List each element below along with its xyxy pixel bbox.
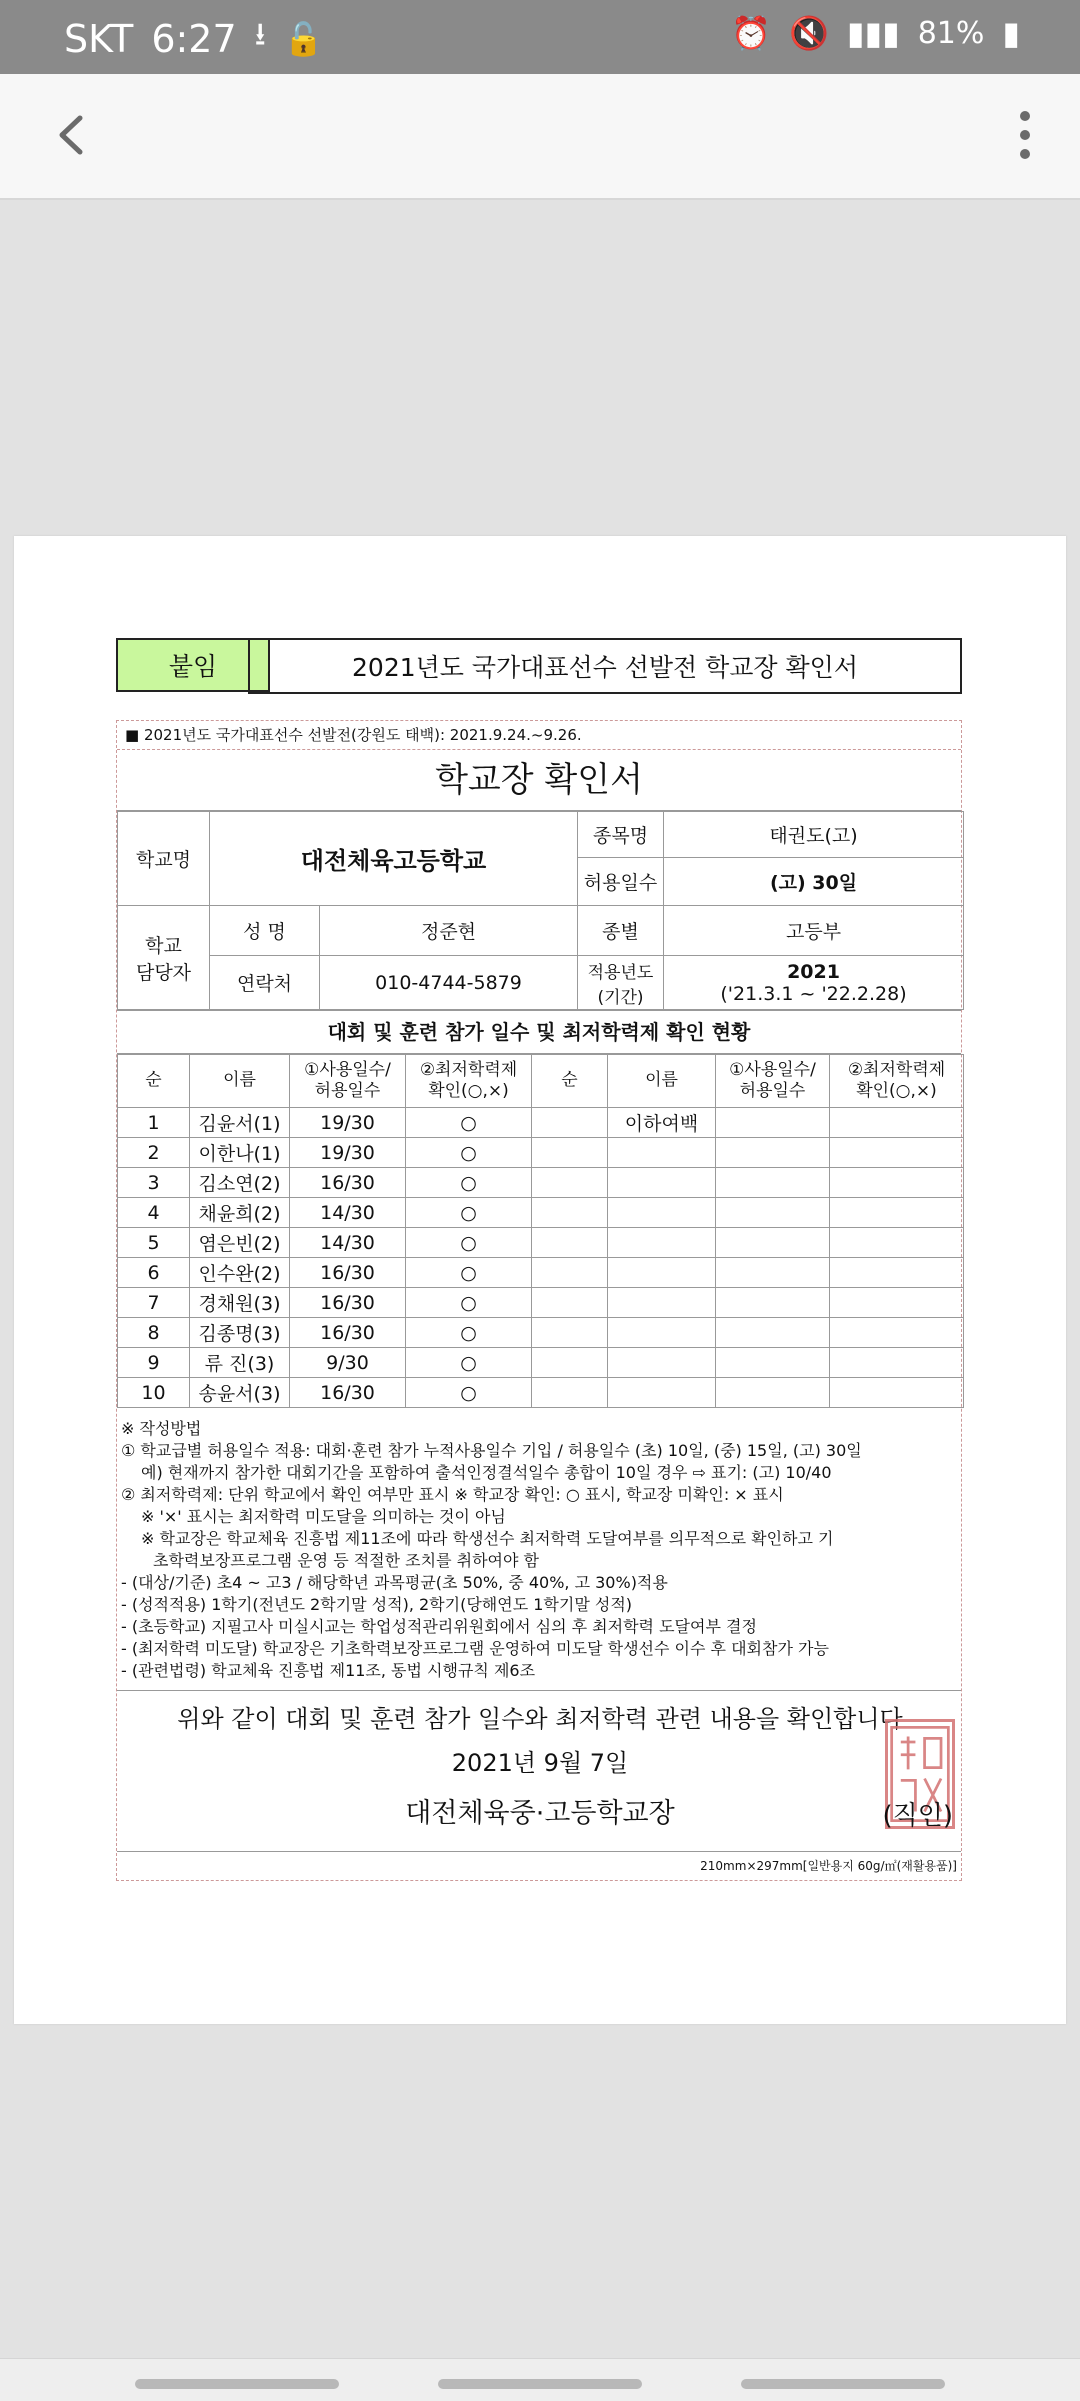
cell-name: 이한나(1) [190,1138,290,1168]
cell-name: 김종명(3) [190,1318,290,1348]
cell-name: 채윤희(2) [190,1198,290,1228]
note-line: ① 학교급별 허용일수 적용: 대회·훈련 참가 누적사용일수 기입 / 허용일수 (초) 10일, (중) 15일, (고) 30일 [121,1441,862,1460]
cell-days: 19/30 [290,1138,406,1168]
mute-icon: 🔇 [789,14,829,52]
table-row [118,1138,964,1168]
cell-name: 김소연(2) [190,1168,290,1198]
cell-name: 염은빈(2) [190,1228,290,1258]
name-value: 정준현 [320,906,578,956]
allowed-value: (고) 30일 [664,858,964,906]
manager-label: 학교 담당자 [118,906,210,1010]
cell-check2 [830,1378,964,1408]
period-value: ('21.3.1 ~ '22.2.28) [720,982,907,1005]
recents-button[interactable] [135,2379,339,2389]
cell-no: 10 [118,1378,190,1408]
header-name: 이름 [190,1055,290,1108]
section-title: 대회 및 훈련 참가 일수 및 최저학력제 확인 현황 [117,1010,961,1054]
cell-days2 [716,1198,830,1228]
cell-no2 [532,1348,608,1378]
note-line: ※ 학교장은 학교체육 진흥법 제11조에 따라 학생선수 최저학력 도달여부를 의무적으로 확인하고 기 [141,1529,834,1548]
cell-no: 5 [118,1228,190,1258]
paper-spec: 210mm×297mm[일반용지 60g/㎡(재활용품)] [700,1859,957,1873]
cell-no2 [532,1258,608,1288]
cell-check2 [830,1318,964,1348]
cell-no2 [532,1288,608,1318]
form-heading: 학교장 확인서 [117,750,961,811]
confirm-date: 2021년 9월 7일 [451,1749,629,1777]
cell-check: ○ [406,1378,532,1408]
battery-label: 81% [917,15,985,51]
cell-days2 [716,1168,830,1198]
document-title: 2021년도 국가대표선수 선발전 학교장 확인서 [248,638,962,694]
cell-days: 16/30 [290,1318,406,1348]
navigation-bar [0,2358,1080,2401]
cell-name: 인수완(2) [190,1258,290,1288]
cell-name2 [608,1348,716,1378]
writing-guide [117,1408,961,1691]
cell-check2 [830,1168,964,1198]
header-no: 순 [118,1055,190,1108]
contact-label: 연락처 [210,956,320,1010]
cell-name: 송윤서(3) [190,1378,290,1408]
cell-no: 9 [118,1348,190,1378]
cell-no: 1 [118,1108,190,1138]
cell-no2 [532,1378,608,1408]
back-button[interactable] [40,100,110,170]
header-check: ②최저학력제 확인(○,×) [406,1055,532,1108]
back-nav-button[interactable] [741,2379,945,2389]
cell-check: ○ [406,1168,532,1198]
cell-no2 [532,1318,608,1348]
cell-name2 [608,1168,716,1198]
cell-days: 16/30 [290,1378,406,1408]
cell-no2 [532,1198,608,1228]
header-name-2: 이름 [608,1055,716,1108]
cell-check: ○ [406,1228,532,1258]
app-bar [0,74,1080,200]
cell-days2 [716,1228,830,1258]
cell-no: 3 [118,1168,190,1198]
school-label: 학교명 [118,812,210,906]
cell-name2: 이하여백 [608,1108,716,1138]
cell-no: 7 [118,1288,190,1318]
note-line: - (대상/기준) 초4 ~ 고3 / 해당학년 과목평균(초 50%, 중 40%, 고 30%)적용 [121,1573,668,1592]
cell-check2 [830,1348,964,1378]
note-line: ※ '×' 표시는 최저학력 미도달을 의미하는 것이 아님 [141,1507,506,1526]
note-line: ※ 작성방법 [121,1419,202,1438]
cell-days: 9/30 [290,1348,406,1378]
principal-name: 대전체육중·고등학교장 [405,1798,675,1829]
cell-no: 8 [118,1318,190,1348]
cell-check: ○ [406,1258,532,1288]
header-days: ①사용일수/ 허용일수 [290,1055,406,1108]
cell-no2 [532,1108,608,1138]
note-line: - (관련법령) 학교체육 진흥법 제11조, 동법 시행규칙 제6조 [121,1661,536,1680]
note-line: 예) 현재까지 참가한 대회기간을 포함하여 출석인정결석일수 총합이 10일 경우 ⇨ 표기: (고) 10/40 [141,1463,832,1482]
cell-check: ○ [406,1348,532,1378]
confirmation-block [117,1691,961,1852]
cell-days2 [716,1318,830,1348]
cell-check: ○ [406,1198,532,1228]
table-row [118,1348,964,1378]
table-row [118,1258,964,1288]
table-row [118,1198,964,1228]
cell-no: 6 [118,1258,190,1288]
home-button[interactable] [438,2379,642,2389]
note-line: ② 최저학력제: 단위 학교에서 확인 여부만 표시 ※ 학교장 확인: ○ 표시, 학교장 미확인: × 표시 [121,1485,784,1504]
confirm-statement: 위와 같이 대회 및 훈련 참가 일수와 최저학력 관련 내용을 확인합니다 [177,1705,903,1733]
note-line: - (최저학력 미도달) 학교장은 기초학력보장프로그램 운영하여 미도달 학생선수 이수 후 대회참가 가능 [121,1639,829,1658]
school-info-table [117,811,964,1010]
cell-days2 [716,1378,830,1408]
lock-icon: 🔓 [283,20,324,58]
cell-name2 [608,1258,716,1288]
cell-days2 [716,1348,830,1378]
document-page [14,536,1066,2024]
school-name: 대전체육고등학교 [210,812,578,906]
cell-check2 [830,1228,964,1258]
table-row [118,1168,964,1198]
cell-name: 경채원(3) [190,1288,290,1318]
table-row [118,1108,964,1138]
cell-check: ○ [406,1138,532,1168]
note-line: - (초등학교) 지필고사 미실시교는 학업성적관리위원회에서 심의 후 최저학력 도달여부 결정 [121,1617,757,1636]
cell-days2 [716,1108,830,1138]
seal-label: (직인) [882,1801,953,1831]
kind-label: 종별 [578,906,664,956]
cell-check2 [830,1288,964,1318]
cell-no2 [532,1138,608,1168]
cell-name: 김윤서(1) [190,1108,290,1138]
cell-days2 [716,1288,830,1318]
cell-days2 [716,1258,830,1288]
cell-days: 16/30 [290,1258,406,1288]
alarm-icon: ⏰ [731,14,772,52]
note-line: - (성적적용) 1학기(전년도 2학기말 성적), 2학기(당해연도 1학기말 성적) [121,1595,633,1614]
cell-no2 [532,1228,608,1258]
more-options-icon[interactable] [990,100,1060,170]
cell-name2 [608,1198,716,1228]
sport-value: 태권도(고) [664,812,964,858]
cell-check2 [830,1108,964,1138]
cell-name2 [608,1288,716,1318]
carrier-label: SKT [64,17,134,61]
cell-days: 14/30 [290,1228,406,1258]
cell-days: 16/30 [290,1288,406,1318]
note-line: 초학력보장프로그램 운영 등 적절한 조치를 취하여야 함 [153,1551,540,1570]
event-line: ■ 2021년도 국가대표선수 선발전(강원도 태백): 2021.9.24.~9.26. [117,721,961,750]
sport-label: 종목명 [578,812,664,858]
contact-value: 010-4744-5879 [320,956,578,1010]
table-row [118,1288,964,1318]
cell-name2 [608,1378,716,1408]
header-no-2: 순 [532,1055,608,1108]
year-cell [664,956,964,1010]
cell-check: ○ [406,1108,532,1138]
allowed-label: 허용일수 [578,858,664,906]
header-days-2: ①사용일수/ 허용일수 [716,1055,830,1108]
time-label: 6:27 [151,17,237,61]
participation-table [117,1054,964,1408]
name-label: 성 명 [210,906,320,956]
download-icon: ⭳ [254,15,266,53]
status-bar [0,0,1080,74]
battery-icon: ▮ [1002,14,1020,52]
attachment-tag: 붙임 [116,638,270,692]
table-row [118,1228,964,1258]
cell-check: ○ [406,1288,532,1318]
cell-days: 16/30 [290,1168,406,1198]
cell-no2 [532,1168,608,1198]
cell-check2 [830,1198,964,1228]
cell-check2 [830,1138,964,1168]
table-row [118,1378,964,1408]
cell-name: 류 진(3) [190,1348,290,1378]
confirmation-form [116,720,962,1881]
year-label: 적용년도 (기간) [578,956,664,1010]
cell-no: 4 [118,1198,190,1228]
cell-days: 19/30 [290,1108,406,1138]
cell-no: 2 [118,1138,190,1168]
table-row [118,1318,964,1348]
signal-icon: ▮▮▮ [846,14,900,52]
cell-name2 [608,1138,716,1168]
cell-check2 [830,1258,964,1288]
cell-check: ○ [406,1318,532,1348]
cell-name2 [608,1228,716,1258]
cell-days2 [716,1138,830,1168]
year-value: 2021 [787,960,840,983]
cell-days: 14/30 [290,1198,406,1228]
kind-value: 고등부 [664,906,964,956]
cell-name2 [608,1318,716,1348]
header-check-2: ②최저학력제 확인(○,×) [830,1055,964,1108]
